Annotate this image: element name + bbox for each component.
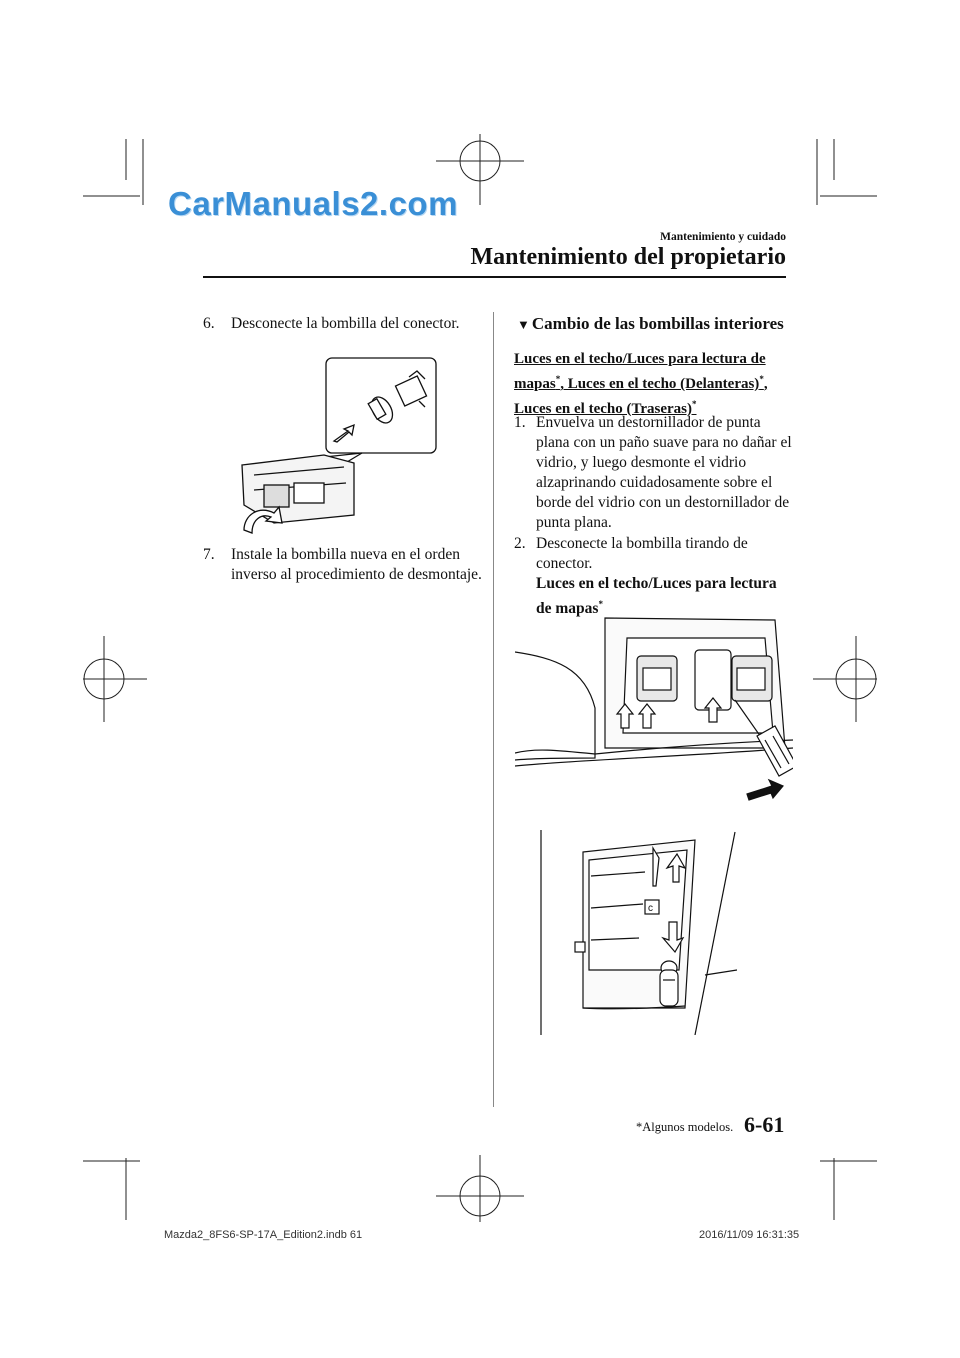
page-title: Mantenimiento del propietario bbox=[470, 244, 786, 270]
step-text: Instale la bombilla nueva en el orden inverso al procedimiento de desmontaje. bbox=[231, 546, 482, 583]
page-number: 6-61 bbox=[744, 1112, 785, 1137]
registration-mark-icon bbox=[436, 1155, 524, 1222]
step-1 bbox=[514, 413, 794, 533]
svg-text:c: c bbox=[648, 903, 653, 914]
asterisk: * bbox=[692, 399, 697, 409]
asterisk: * bbox=[759, 374, 764, 384]
step-sub-text: Luces en el techo/Luces para lectura de mapas bbox=[536, 575, 777, 618]
asterisk: * bbox=[555, 374, 561, 384]
registration-mark-icon bbox=[83, 636, 147, 722]
step-number: 6. bbox=[203, 315, 215, 332]
date-info: 2016/11/09 16:31:35 bbox=[699, 1229, 800, 1241]
column-divider bbox=[493, 312, 494, 1107]
sub-heading-part3: , Luces en el techo (Traseras) bbox=[514, 376, 768, 417]
section-label: Mantenimiento y cuidado bbox=[660, 231, 786, 243]
step-number: 1. bbox=[514, 414, 526, 431]
triangle-bullet-icon: ▼ bbox=[517, 317, 530, 332]
header-rule bbox=[203, 276, 786, 278]
step-2 bbox=[514, 534, 794, 619]
step-6 bbox=[203, 314, 483, 334]
section-heading bbox=[517, 314, 784, 334]
asterisk: * bbox=[598, 599, 603, 609]
step-7 bbox=[203, 545, 483, 585]
step-number: 2. bbox=[514, 535, 526, 552]
sub-heading-part1: Luces en el techo/Luces para lectura de mapas bbox=[514, 351, 766, 392]
rear-lamp-figure bbox=[535, 830, 737, 1035]
step-text: Envuelva un destornillador de punta plana con un paño suave para no dañar el vidrio, y luego desmonte el vidrio alzaprinando cuidadosamente sobre el borde del vidrio con un destornillador de punta plana. bbox=[536, 414, 792, 531]
section-heading-text: Cambio de las bombillas interiores bbox=[531, 314, 784, 333]
registration-mark-icon bbox=[813, 636, 877, 722]
step-number: 7. bbox=[203, 546, 215, 563]
step-text: Desconecte la bombilla tirando de conector. bbox=[536, 535, 748, 572]
step-text: Desconecte la bombilla del conector. bbox=[231, 315, 460, 332]
watermark-logo[interactable]: CarManuals2.com bbox=[168, 185, 458, 222]
footnote: *Algunos modelos. bbox=[636, 1120, 734, 1134]
file-info: Mazda2_8FS6-SP-17A_Edition2.indb 61 bbox=[164, 1229, 363, 1241]
sub-heading bbox=[514, 349, 794, 419]
bulb-connector-figure bbox=[234, 355, 440, 540]
sub-heading-part2: , Luces en el techo (Delanteras) bbox=[560, 376, 760, 392]
overhead-lamp-figure bbox=[515, 608, 793, 808]
